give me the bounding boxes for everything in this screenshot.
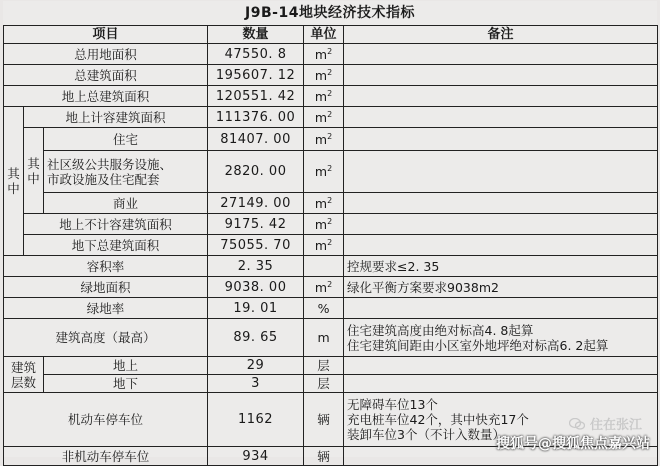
unit-cell: 辆 (304, 393, 344, 447)
row-value: 195607. 12 (208, 65, 304, 86)
unit-cell: $m^2$ (304, 193, 344, 214)
unit-cell: $m^2$ (304, 65, 344, 86)
unit-cell: $m^2$ (304, 151, 344, 193)
unit-cell: % (304, 298, 344, 319)
table-row (4, 277, 658, 298)
row-value: 75055. 70 (208, 235, 304, 256)
unit-cell (304, 256, 344, 277)
table-row (4, 214, 658, 235)
note-cell: 无障碍车位13个 充电桩车位42个，其中快充17个 装卸车位3个（不计入数量） (344, 393, 658, 447)
note-cell (344, 214, 658, 235)
watermark-top: 住在张江 (569, 414, 642, 433)
note-cell (344, 357, 658, 375)
row-label: 非机动车停车位 (4, 447, 208, 466)
row-label: 地上 (44, 357, 208, 375)
note-cell (344, 298, 658, 319)
row-label: 绿地率 (4, 298, 208, 319)
note-cell (344, 193, 658, 214)
row-value: 1162 (208, 393, 304, 447)
note-cell (344, 151, 658, 193)
table-row (4, 65, 658, 86)
qizhong-inner-label: 其 中 (24, 128, 44, 214)
unit-cell: $m^2$ (304, 235, 344, 256)
table-row (4, 319, 658, 357)
row-value: 27149. 00 (208, 193, 304, 214)
row-value: 9175. 42 (208, 214, 304, 235)
note-cell (344, 86, 658, 107)
unit-cell: m (304, 319, 344, 357)
header-qty: 数量 (208, 26, 304, 44)
row-value: 81407. 00 (208, 128, 304, 151)
row-label: 社区级公共服务设施、 市政设施及住宅配套 (44, 151, 208, 193)
table-row (4, 357, 658, 375)
row-label: 机动车停车位 (4, 393, 208, 447)
note-cell (344, 107, 658, 128)
row-label: 住宅 (44, 128, 208, 151)
row-label: 绿地面积 (4, 277, 208, 298)
note-cell (344, 375, 658, 393)
spec-sheet (3, 1, 657, 464)
note-cell (344, 44, 658, 65)
note-cell (344, 235, 658, 256)
wechat-icon (569, 418, 585, 430)
row-value: 2820. 00 (208, 151, 304, 193)
unit-cell: $m^2$ (304, 214, 344, 235)
row-value: 19. 01 (208, 298, 304, 319)
row-value: 29 (208, 357, 304, 375)
note-cell: 控规要求≤2. 35 (344, 256, 658, 277)
header-item: 项目 (4, 26, 208, 44)
table-row (4, 44, 658, 65)
unit-cell: 层 (304, 375, 344, 393)
table-row (4, 151, 658, 193)
table-row (4, 375, 658, 393)
table-row (4, 298, 658, 319)
row-label: 地下 (44, 375, 208, 393)
row-value: 111376. 00 (208, 107, 304, 128)
row-label: 地下总建筑面积 (24, 235, 208, 256)
sheet-title: J9B-14地块经济技术指标 (245, 5, 415, 21)
row-value: 2. 35 (208, 256, 304, 277)
unit-cell: $m^2$ (304, 44, 344, 65)
unit-cell: $m^2$ (304, 128, 344, 151)
row-value: 3 (208, 375, 304, 393)
row-value: 9038. 00 (208, 277, 304, 298)
unit-cell: $m^2$ (304, 277, 344, 298)
unit-cell: 辆 (304, 447, 344, 466)
unit-cell: 层 (304, 357, 344, 375)
row-label: 总建筑面积 (4, 65, 208, 86)
table-row (4, 193, 658, 214)
row-value: 934 (208, 447, 304, 466)
row-value: 89. 65 (208, 319, 304, 357)
unit-cell: $m^2$ (304, 86, 344, 107)
row-label: 建筑高度（最高） (4, 319, 208, 357)
watermark-bottom: 搜狐号@搜狐焦点嘉兴站 (496, 436, 650, 452)
table-row (4, 107, 658, 128)
note-cell: 绿化平衡方案要求9038m2 (344, 277, 658, 298)
row-value: 120551. 42 (208, 86, 304, 107)
qizhong-outer-label: 其 中 (4, 107, 24, 256)
unit-cell: $m^2$ (304, 107, 344, 128)
header-unit: 单位 (304, 26, 344, 44)
table-row (4, 256, 658, 277)
row-label: 商业 (44, 193, 208, 214)
row-label: 地上总建筑面积 (4, 86, 208, 107)
row-label: 容积率 (4, 256, 208, 277)
table-row (4, 235, 658, 256)
note-cell (344, 65, 658, 86)
note-cell: 住宅建筑高度由绝对标高4. 8起算 住宅建筑间距由小区室外地坪绝对标高6. 2起算 (344, 319, 658, 357)
header-row (4, 26, 658, 44)
header-note: 备注 (344, 26, 658, 44)
row-value: 47550. 8 (208, 44, 304, 65)
row-label: 地上计容建筑面积 (24, 107, 208, 128)
floors-group-label: 建筑 层数 (4, 357, 44, 393)
spec-table (3, 25, 658, 466)
row-label: 总用地面积 (4, 44, 208, 65)
table-row (4, 128, 658, 151)
table-row (4, 86, 658, 107)
row-label: 地上不计容建筑面积 (24, 214, 208, 235)
note-cell (344, 128, 658, 151)
